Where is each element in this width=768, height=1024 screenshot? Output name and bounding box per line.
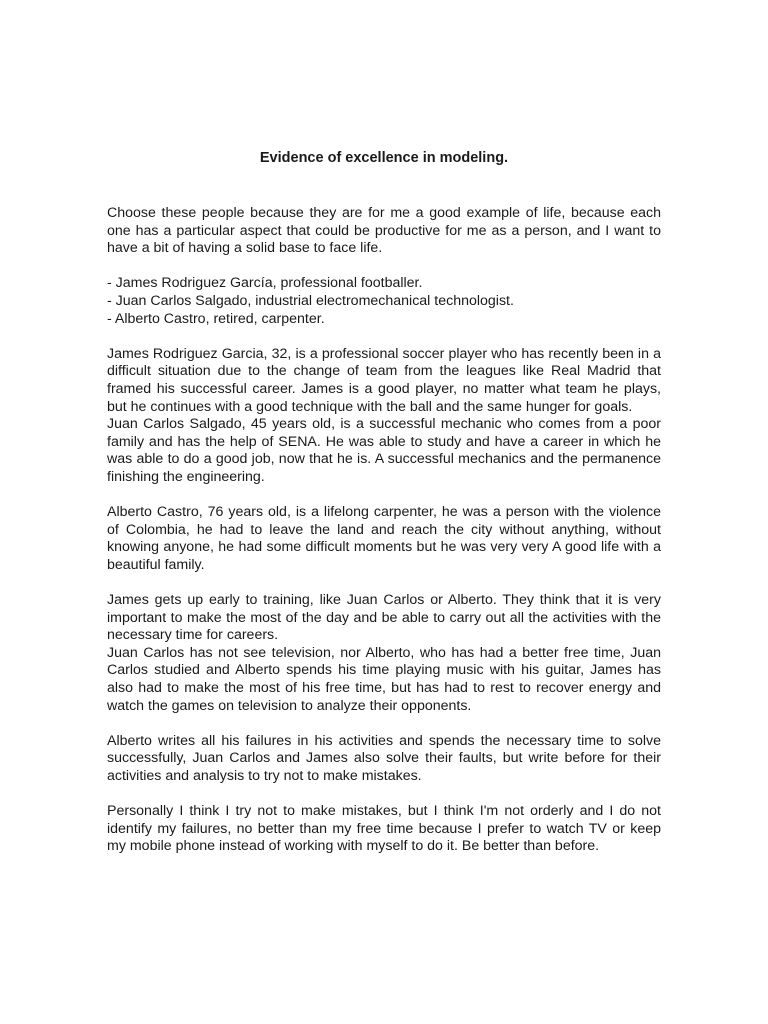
- intro-paragraph: Choose these people because they are for me a good example of life, because each one has a particular aspect that could be productive for me as a person, and I want to have a bit of having a solid base to face life.: [107, 205, 661, 257]
- paragraph-alberto: Alberto Castro, 76 years old, is a lifelong carpenter, he was a person with the violence of Colombia, he had to leave the land and reach the city without anything, without knowing anyone, he had some difficult moments but he was very very A good life with a beautiful family.: [107, 504, 661, 573]
- paragraph-routine: James gets up early to training, like Juan Carlos or Alberto. They think that it is very important to make the most of the day and be able to carry out all the activities with the necessary time for careers.: [107, 592, 661, 644]
- paragraph-james: James Rodriguez Garcia, 32, is a professional soccer player who has recently been in a difficult situation due to the change of team from the leagues like Real Madrid that framed his successful career. James is a good player, no matter what team he plays, but he continues with a good technique with the ball and the same hunger for goals.: [107, 345, 661, 415]
- people-list-item: - Alberto Castro, retired, carpenter.: [107, 310, 325, 327]
- document-title: Evidence of excellence in modeling.: [259, 150, 509, 166]
- paragraph-free-time: Juan Carlos has not see television, nor Alberto, who has had a better free time, Juan Carlos studied and Alberto spends his time playing music with his guitar, James has also had to make the most of his free time, but has had to rest to recover energy and watch the games on television to analyze their opponents.: [107, 644, 661, 714]
- document-body: [107, 205, 661, 856]
- paragraph-failures: Alberto writes all his failures in his activities and spends the necessary time to solve successfully, Juan Carlos and James also solve their faults, but write before for their activities and analysis to try not to make mistakes.: [107, 732, 661, 784]
- people-list-item: - Juan Carlos Salgado, industrial electromechanical technologist.: [107, 292, 514, 309]
- people-list-item: - James Rodriguez García, professional footballer.: [107, 275, 423, 292]
- paragraph-juan-carlos: Juan Carlos Salgado, 45 years old, is a successful mechanic who comes from a poor family and has the help of SENA. He was able to study and have a career in which he was able to do a good job, now that he is. A successful mechanics and the permanence finishing the engineering.: [107, 416, 661, 485]
- paragraph-personal: Personally I think I try not to make mistakes, but I think I'm not orderly and I do not identify my failures, no better than my free time because I prefer to watch TV or keep my mobile phone instead of working with myself to do it. Be better than before.: [107, 803, 661, 855]
